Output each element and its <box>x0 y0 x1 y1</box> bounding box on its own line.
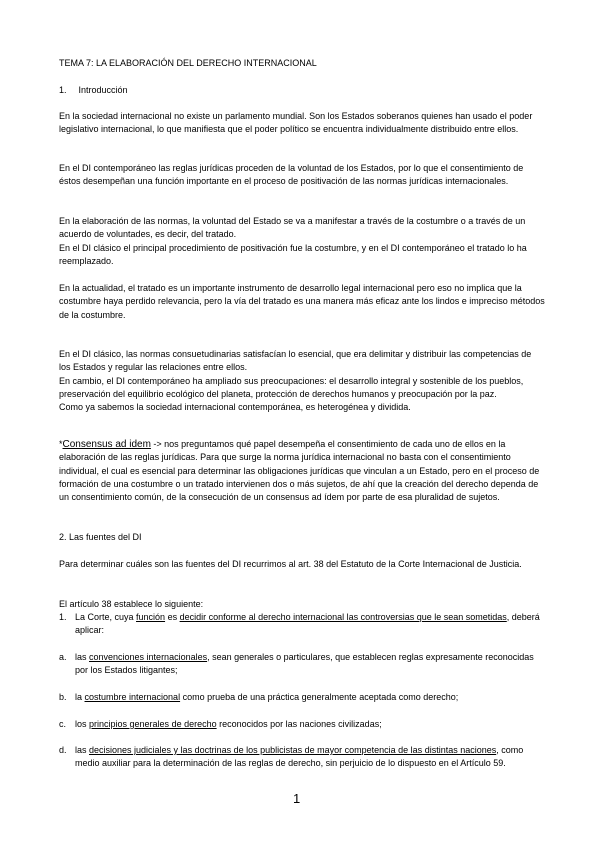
document-title: TEMA 7: LA ELABORACIÓN DEL DERECHO INTERNACIONAL <box>59 58 317 68</box>
text-span: , sean generales o particulares, que establecen reglas expresamente reconocidas por los Estados litigantes; <box>75 652 534 676</box>
paragraph-group <box>59 348 545 414</box>
underlined-term: Consensus ad idem <box>62 439 151 450</box>
text-span: es <box>165 612 180 622</box>
asterisk: * <box>59 439 63 449</box>
text-span: como prueba de una práctica generalmente aceptada como derecho; <box>180 692 459 702</box>
paragraph-group <box>59 215 545 268</box>
list-item-text <box>75 651 545 678</box>
list-item-text <box>75 611 545 638</box>
list-marker: a. <box>59 652 67 662</box>
section-heading-introduccion <box>59 84 545 97</box>
paragraph: En el DI contemporáneo las reglas jurídicas proceden de la voluntad de los Estados, por lo que el consentimiento de éstos desempeñan una función importante en el proceso de positivación de las normas jurídicas internacionales. <box>59 163 524 187</box>
paragraph: Como ya sabemos la sociedad internacional contemporánea, es heterogénea y dividida. <box>59 402 411 413</box>
paragraph: En la sociedad internacional no existe un parlamento mundial. Son los Estados soberanos quienes han usado el poder legislativo internacional, lo que manifiesta que el poder político se encuentra individualmente distribuido entre ellos. <box>59 111 533 135</box>
list-item <box>59 691 545 704</box>
list-marker: d. <box>59 745 67 755</box>
text-span: los <box>75 719 90 729</box>
paragraph: En la elaboración de las normas, la voluntad del Estado se va a manifestar a través de la costumbre o a través de un acuerdo de voluntades, es decir, del tratado. <box>59 216 526 240</box>
list-marker: b. <box>59 692 67 702</box>
underlined-term: función <box>136 612 166 622</box>
paragraph: En la actualidad, el tratado es un importante instrumento de desarrollo legal internacional pero eso no implica que la costumbre haya perdido relevancia, pero la vía del tratado es una manera más eficaz ante los lindos e impreciso métodos de la costumbre. <box>59 283 545 320</box>
paragraph: En el DI clásico el principal procedimiento de positivación fue la costumbre, y en el DI contemporáneo el tratado lo ha reemplazado. <box>59 242 527 266</box>
text-span: reconocidos por las naciones civilizadas; <box>216 719 382 729</box>
text-span: las <box>75 652 90 662</box>
list-marker: c. <box>59 719 67 729</box>
underlined-term: decisiones judiciales y las doctrinas de los publicistas de mayor competencia de las distintas naciones <box>89 745 497 755</box>
text-span: la <box>75 692 85 702</box>
list-item <box>59 651 545 678</box>
text-span: , deberá aplicar: <box>75 612 540 636</box>
section-title: Introducción <box>78 85 128 95</box>
section-heading-fuentes: 2. Las fuentes del DI <box>59 532 142 542</box>
list-item <box>59 611 545 638</box>
text-span: las <box>75 745 90 755</box>
paragraph: En cambio, el DI contemporáneo ha ampliado sus preocupaciones: el desarrollo integral y sostenible de los pueblos, preservación del equilibrio ecológico del planeta, protección de derechos humanos y preocupación por la paz. <box>59 375 524 399</box>
paragraph: El artículo 38 establece lo siguiente: <box>59 599 204 609</box>
paragraph: Para determinar cuáles son las fuentes del DI recurrimos al art. 38 del Estatuto de la Corte Internacional de Justicia. <box>59 559 522 569</box>
paragraph-consensus <box>59 438 545 504</box>
underlined-term: costumbre internacional <box>84 692 181 702</box>
paragraph: En el DI clásico, las normas consuetudinarias satisfacían lo esencial, que era delimitar y distribuir las competencias de los Estados y regular las relaciones entre ellos. <box>59 349 532 373</box>
list-item-text <box>75 718 545 731</box>
underlined-term: decidir conforme al derecho internacional las controversias que le sean sometidas <box>179 612 507 622</box>
page-number: 1 <box>293 791 301 806</box>
section-number: 1. <box>59 85 67 95</box>
list-marker: 1. <box>59 612 67 622</box>
text-span: La Corte, cuya <box>75 612 137 622</box>
underlined-term: convenciones internacionales <box>89 652 208 662</box>
underlined-term: principios generales de derecho <box>89 719 217 729</box>
list-item <box>59 718 545 731</box>
paragraph-text: -> nos preguntamos qué papel desempeña el consentimiento de cada uno de ellos en la elaboración de las reglas jurídicas. Para que surge la norma jurídica internacional no basta con el consentimiento individual, el cual es esencial para determinar las obligaciones jurídicas que vinculan a un Estado, pero en el proceso de formación de una costumbre o un tratado intervienen dos o más sujetos, de ahí que la creación del derecho dependa de un consentimiento común, de la consecución de un consensus ad ídem por parte de esa pluralidad de sujetos. <box>59 439 540 503</box>
list-item-text <box>75 744 545 771</box>
list-item-text <box>75 691 545 704</box>
text-span: , como medio auxiliar para la determinación de las reglas de derecho, sin perjuicio de lo dispuesto en el Artículo 59. <box>75 745 524 769</box>
list-item <box>59 744 545 771</box>
